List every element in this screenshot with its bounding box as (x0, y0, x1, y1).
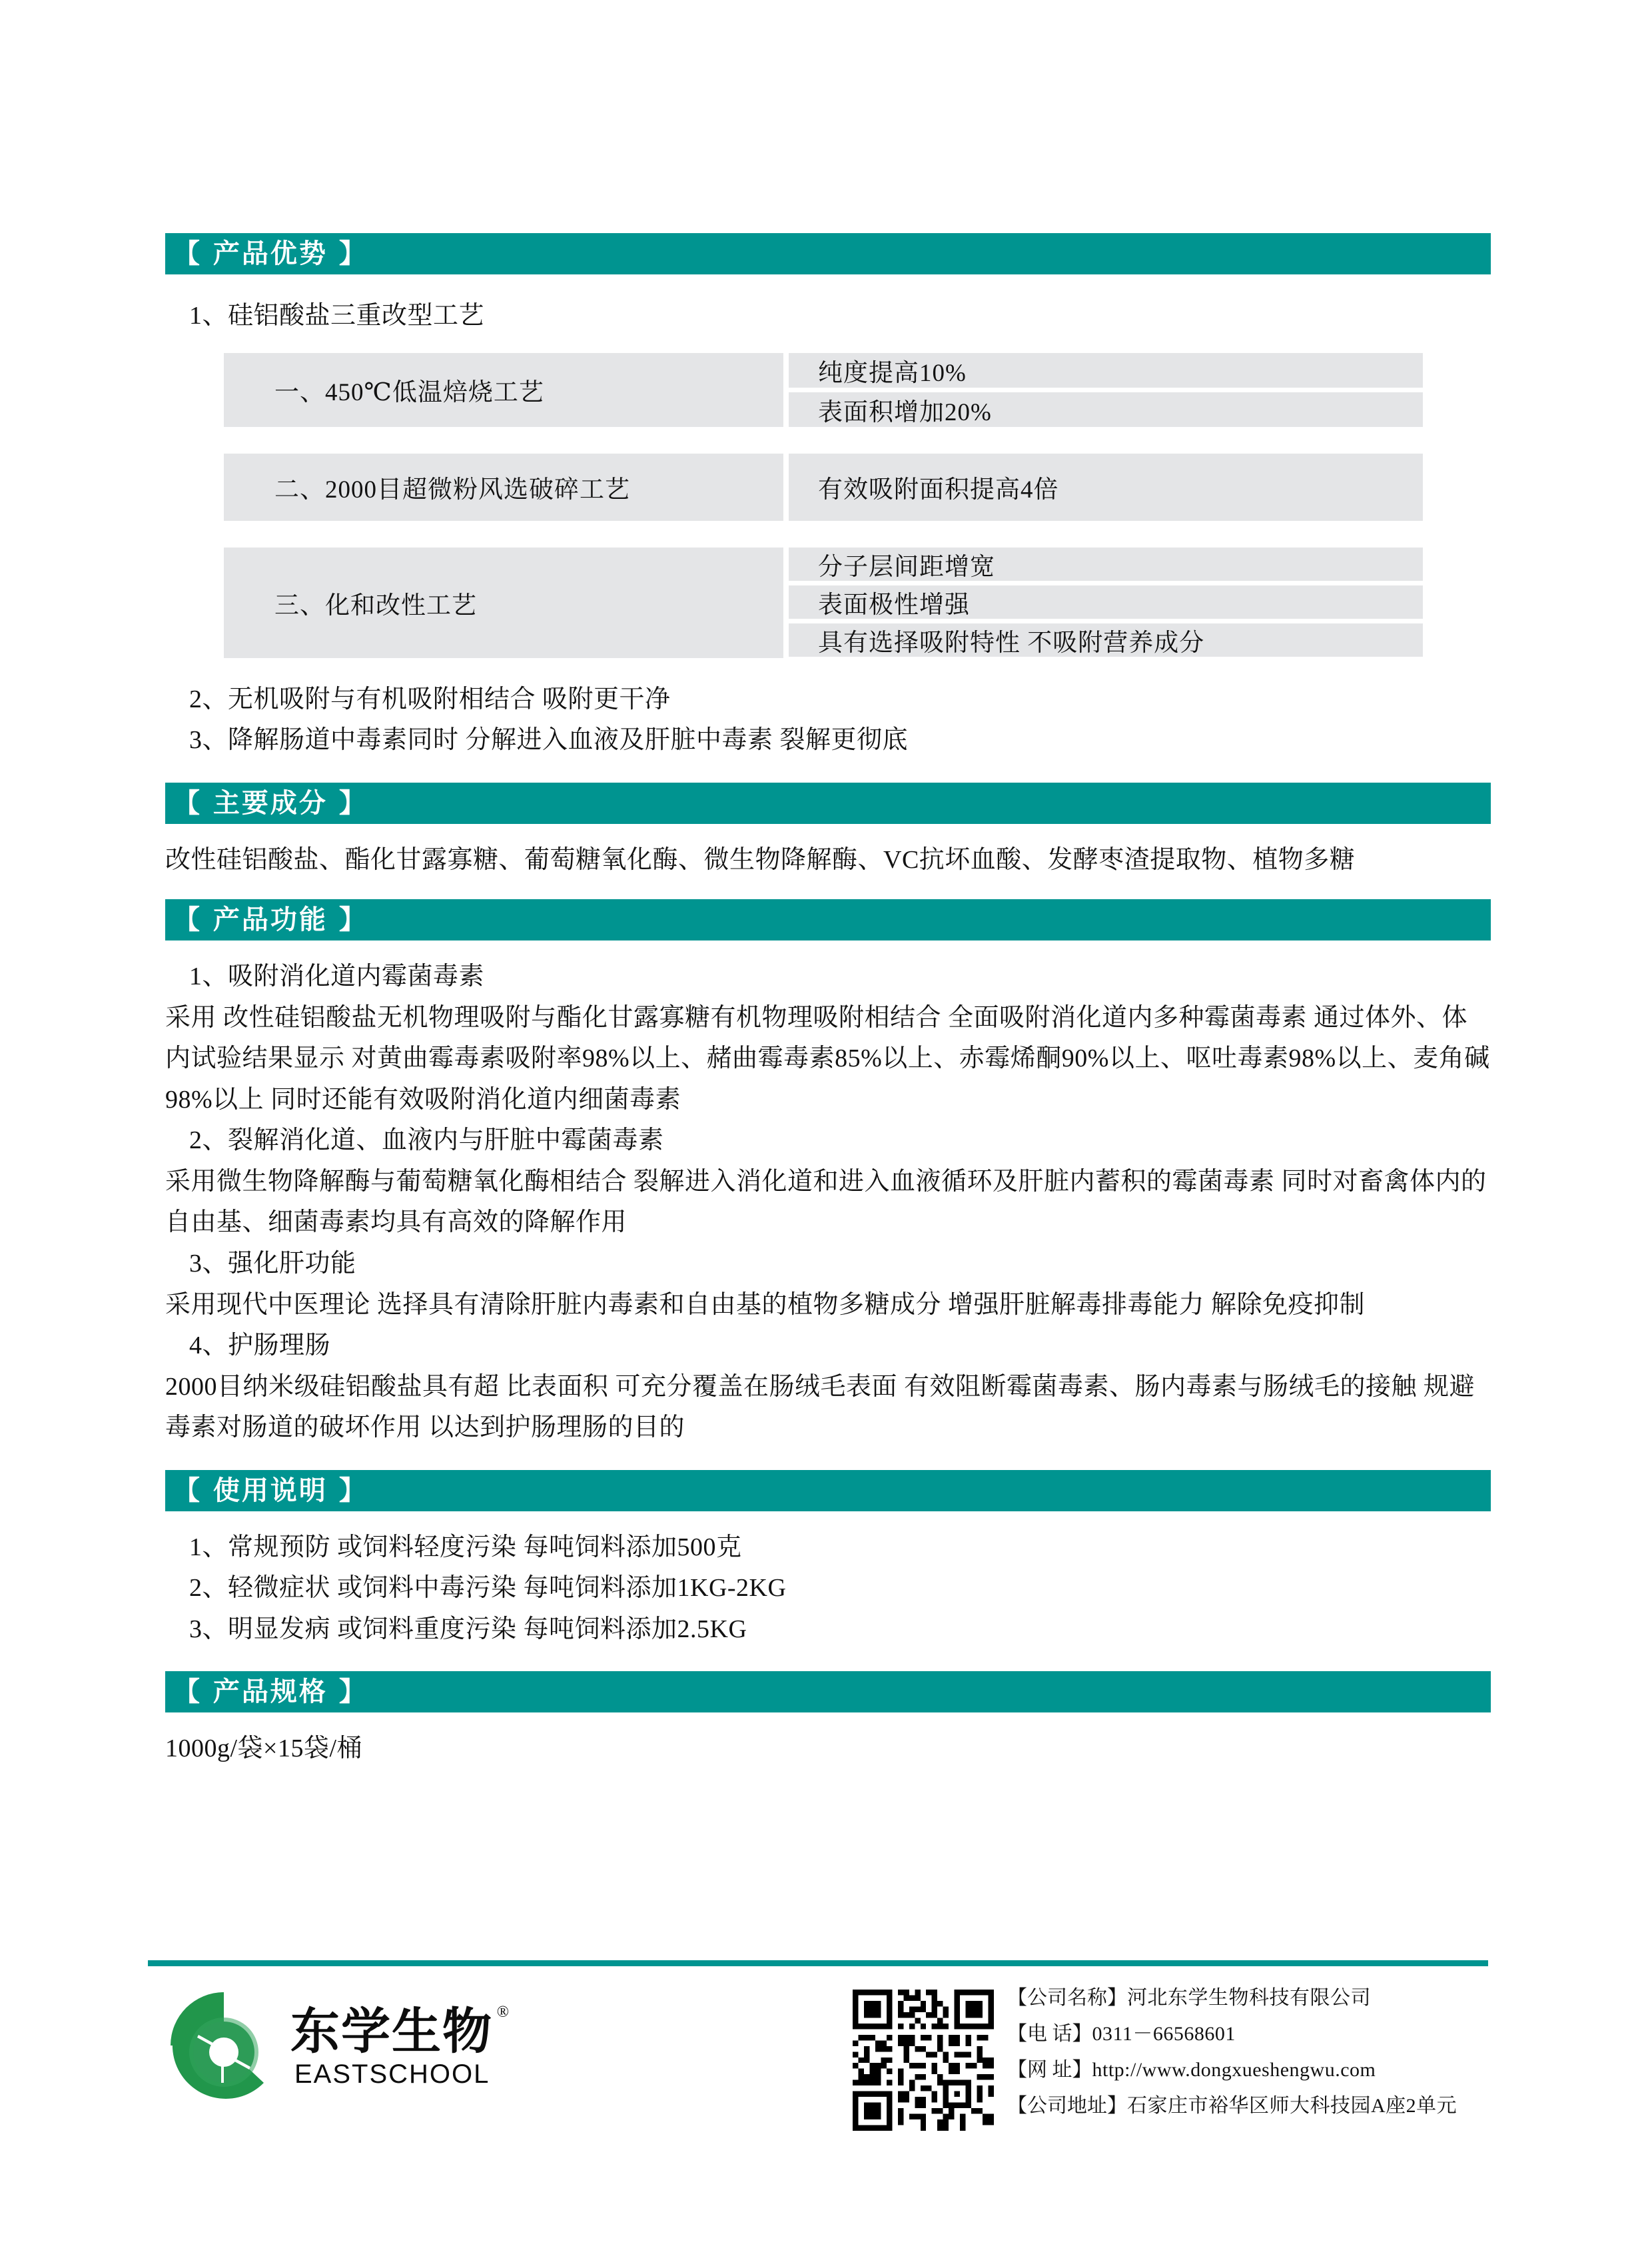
table-cell-effect: 具有选择吸附特性 不吸附营养成分 (789, 623, 1423, 657)
function-heading-1: 1、吸附消化道内霉菌毒素 (189, 962, 485, 991)
table-cell-process: 一、450℃低温焙烧工艺 (224, 353, 783, 427)
logo-chinese-name (290, 2003, 510, 2059)
qr-code-icon (853, 1990, 994, 2131)
function-body-3: 采用现代中医理论 选择具有清除肝脏内毒素和自由基的植物多糖成分 增强肝脏解毒排毒能力 解除免疫抑制 (165, 1290, 1366, 1319)
table-cell-effect: 纯度提高10% (789, 353, 1423, 388)
section-title-spec: 【 产品规格 】 (173, 1677, 368, 1708)
contact-value: 河北东学生物科技有限公司 (1127, 1987, 1371, 2009)
spec-body: 1000g/袋×15袋/桶 (165, 1734, 363, 1763)
function-heading-2: 2、裂解消化道、血液内与肝脏中霉菌毒素 (189, 1126, 664, 1155)
advantage-item-3: 3、降解肠道中毒素同时 分解进入血液及肝脏中毒素 裂解更彻底 (189, 726, 909, 755)
section-header-spec (165, 1671, 1491, 1712)
section-header-functions (165, 899, 1491, 940)
function-heading-4: 4、护肠理肠 (189, 1331, 331, 1360)
document-content (165, 0, 1491, 1770)
section-title-usage: 【 使用说明 】 (173, 1475, 368, 1506)
table-row (224, 353, 1423, 427)
registered-trademark-icon: ® (496, 2003, 510, 2021)
company-logo (167, 1988, 510, 2103)
section-header-ingredients (165, 783, 1491, 824)
section-header-usage (165, 1470, 1491, 1511)
usage-line-3: 3、明显发病 或饲料重度污染 每吨饲料添加2.5KG (189, 1615, 747, 1643)
function-body-4: 2000目纳米级硅铝酸盐具有超 比表面积 可充分覆盖在肠绒毛表面 有效阻断霉菌毒素、肠内毒素与肠绒毛的接触 规避毒素对肠道的破坏作用 以达到护肠理肠的目的 (165, 1372, 1475, 1442)
company-contact-info (1007, 1988, 1457, 2132)
contact-label: 【网 址】 (1007, 2059, 1092, 2081)
table-cell-effect: 分子层间距增宽 (789, 548, 1423, 581)
table-cell-process: 二、2000目超微粉风选破碎工艺 (224, 454, 783, 521)
usage-line-1: 1、常规预防 或饲料轻度污染 每吨饲料添加500克 (189, 1533, 742, 1561)
contact-line-phone (1007, 2024, 1457, 2060)
logo-text-block (290, 2003, 510, 2090)
section-title-ingredients: 【 主要成分 】 (173, 787, 368, 819)
contact-line-address (1007, 2096, 1457, 2132)
usage-line-2: 2、轻微症状 或饲料中毒污染 每吨饲料添加1KG-2KG (189, 1574, 787, 1603)
page-footer (0, 1988, 1652, 2188)
table-cell-process: 三、化和改性工艺 (224, 548, 783, 658)
table-cell-effects (789, 454, 1423, 521)
function-body-2: 采用微生物降解酶与葡萄糖氧化酶相结合 裂解进入消化道和进入血液循环及肝脏内蓄积的霉菌毒素 同时对畜禽体内的自由基、细菌毒素均具有高效的降解作用 (165, 1167, 1487, 1237)
table-row (224, 548, 1423, 658)
footer-divider (148, 1960, 1488, 1966)
section-title-advantages: 【 产品优势 】 (173, 238, 368, 269)
logo-chinese-text: 东学生物 (290, 2004, 493, 2059)
eastschool-logo-icon (167, 1988, 281, 2103)
table-cell-effect: 表面积增加20% (789, 392, 1423, 427)
contact-value: 0311－66568601 (1092, 2023, 1236, 2045)
table-cell-effects (789, 353, 1423, 427)
table-cell-effect: 表面极性增强 (789, 585, 1423, 619)
contact-label: 【电 话】 (1007, 2023, 1092, 2045)
logo-english-name: EASTSCHOOL (294, 2059, 490, 2089)
contact-label: 【公司名称】 (1007, 1987, 1127, 2009)
table-row (224, 454, 1423, 521)
section-title-functions: 【 产品功能 】 (173, 905, 368, 936)
advantage-item-2: 2、无机吸附与有机吸附相结合 吸附更干净 (189, 685, 671, 713)
contact-label: 【公司地址】 (1007, 2095, 1127, 2117)
contact-value[interactable]: http://www.dongxueshengwu.com (1092, 2059, 1376, 2081)
section-header-advantages (165, 233, 1491, 274)
advantage-process-table (224, 353, 1423, 658)
contact-line-company-name (1007, 1988, 1457, 2024)
table-cell-effects (789, 548, 1423, 658)
function-heading-3: 3、强化肝功能 (189, 1250, 356, 1278)
function-body-1: 采用 改性硅铝酸盐无机物理吸附与酯化甘露寡糖有机物理吸附相结合 全面吸附消化道内多种霉菌毒素 通过体外、体内试验结果显示 对黄曲霉毒素吸附率98%以上、赭曲霉毒素85%以上、赤霉烯酮90%以上、呕吐毒素98%以上、麦角碱98%以上 同时还能有效吸附消化道内细菌毒素 (165, 1003, 1490, 1114)
contact-value: 石家庄市裕华区师大科技园A座2单元 (1127, 2095, 1457, 2117)
advantage-item-1-label: 1、硅铝酸盐三重改型工艺 (189, 302, 485, 330)
contact-line-website[interactable] (1007, 2060, 1457, 2096)
ingredients-body: 改性硅铝酸盐、酯化甘露寡糖、葡萄糖氧化酶、微生物降解酶、VC抗坏血酸、发酵枣渣提取物、植物多糖 (165, 845, 1356, 874)
table-cell-effect: 有效吸附面积提高4倍 (789, 454, 1423, 521)
